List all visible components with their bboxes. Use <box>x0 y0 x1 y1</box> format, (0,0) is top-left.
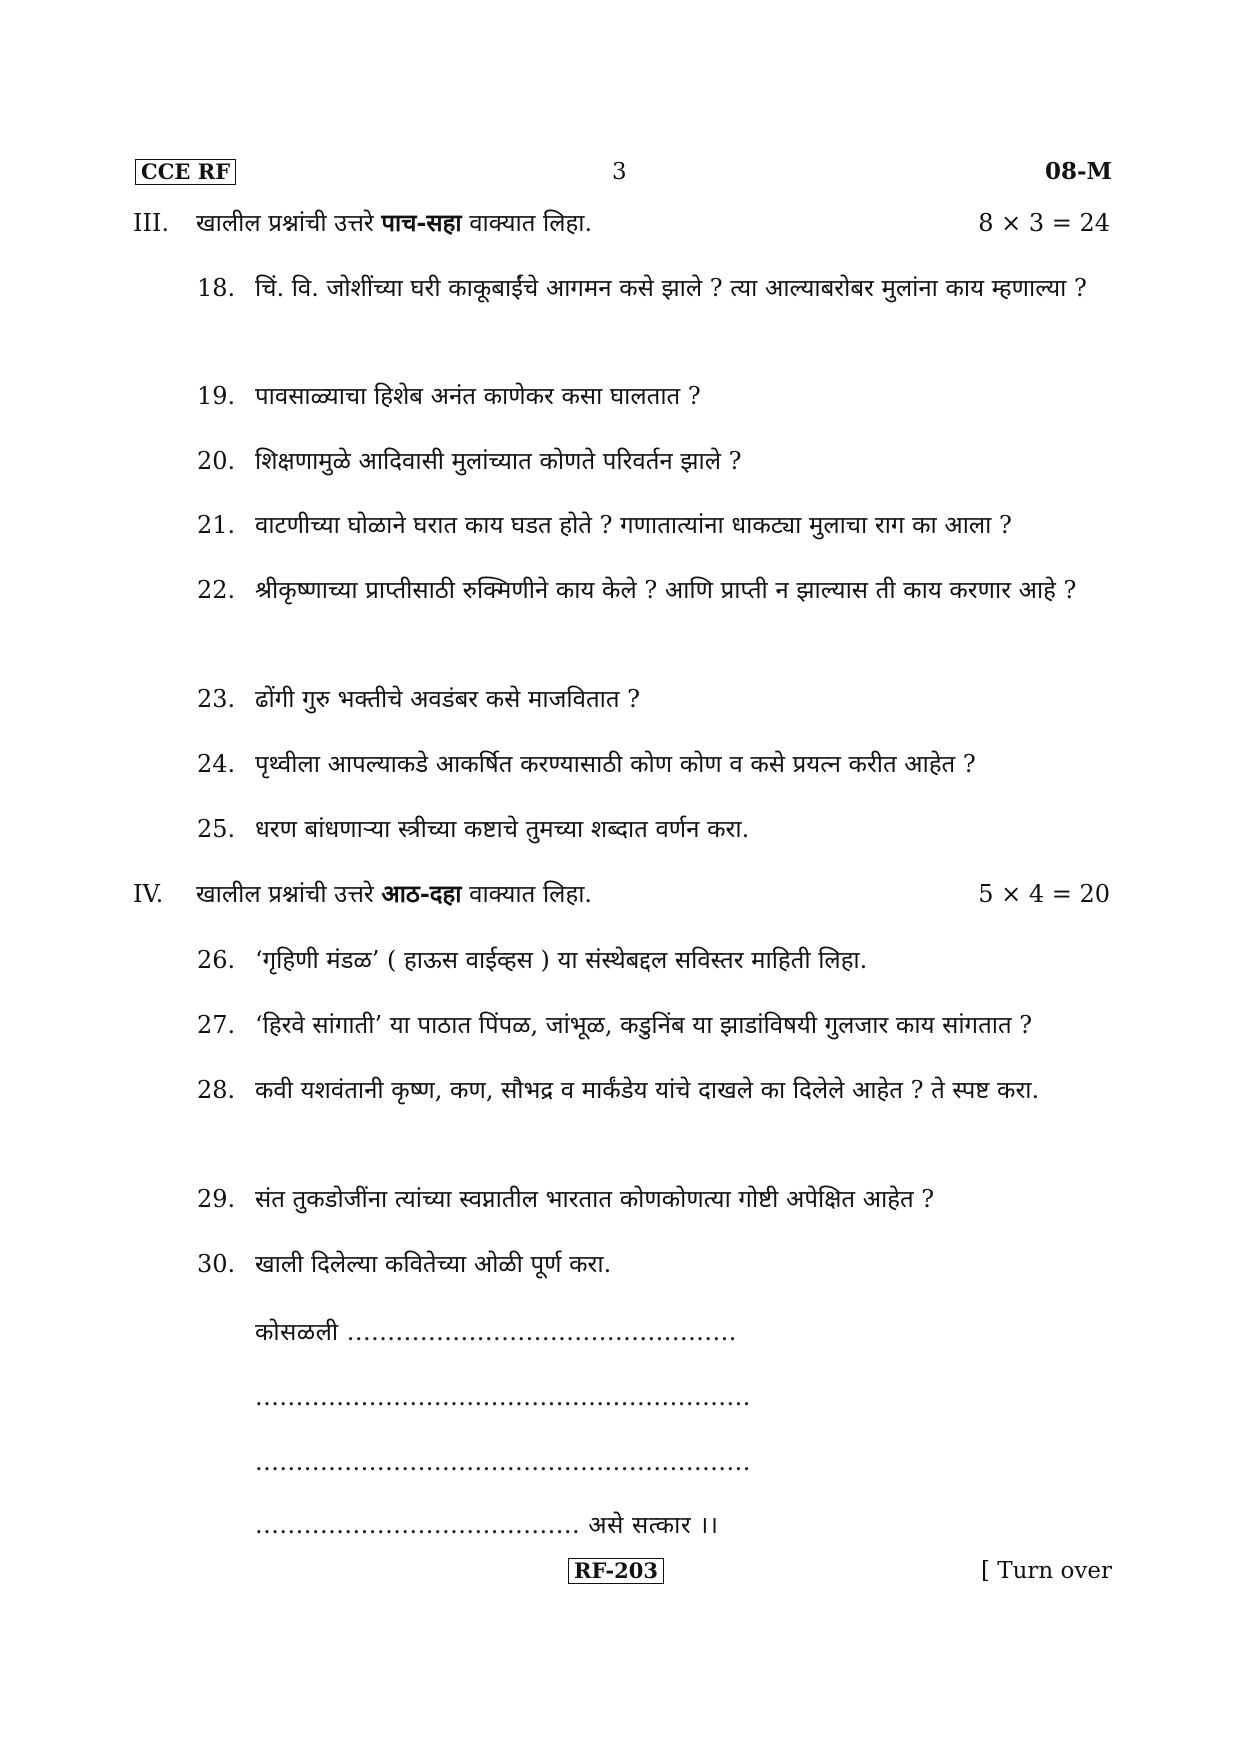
question-number: 20. <box>197 447 236 475</box>
question-text: धरण बांधणाऱ्या स्त्रीच्या कष्टाचे तुमच्या शब्दात वर्णन करा. <box>255 815 750 843</box>
question-number: 25. <box>197 815 236 843</box>
question-text: ‘हिरवे सांगाती’ या पाठात पिंपळ, जांभूळ, कडुनिंब या झाडांविषयी गुलजार काय सांगतात ? <box>255 1011 1033 1039</box>
question-text: संत तुकडोजींना त्यांच्या स्वप्नातील भारतात कोणकोणत्या गोष्टी अपेक्षित आहेत ? <box>255 1185 935 1213</box>
section-iv-marks: 5 × 4 = 20 <box>978 880 1110 908</box>
question-text: ‘गृहिणी मंडळ’ ( हाऊस वाईव्हस ) या संस्थेबद्दल सविस्तर माहिती लिहा. <box>255 946 868 974</box>
question-text: कवी यशवंतानी कृष्ण, कण, सौभद्र व मार्कंडेय यांचे दाखले का दिलेले आहेत ? ते स्पष्ट करा. <box>255 1076 1040 1104</box>
question-text: पावसाळ्याचा हिशेब अनंत काणेकर कसा घालतात ? <box>255 382 701 410</box>
question-number: 21. <box>197 511 236 539</box>
question-number: 23. <box>197 685 236 713</box>
question-number: 18. <box>197 274 236 302</box>
poem-line: ............................................................. <box>255 1383 751 1411</box>
section-iii-instruction: खालील प्रश्नांची उत्तरे पाच-सहा वाक्यात लिहा. <box>196 208 593 237</box>
question-number: 19. <box>197 382 236 410</box>
question-text: पृथ्वीला आपल्याकडे आकर्षित करण्यासाठी कोण कोण व कसे प्रयत्न करीत आहेत ? <box>255 750 976 778</box>
question-text: वाटणीच्या घोळाने घरात काय घडत होते ? गणातात्यांना धाकट्या मुलाचा राग का आला ? <box>255 511 1012 539</box>
question-text: ढोंगी गुरु भक्तीचे अवडंबर कसे माजवितात ? <box>255 685 641 713</box>
page-number: 3 <box>612 159 627 185</box>
question-number: 24. <box>197 750 236 778</box>
section-iv-numeral: IV. <box>133 880 164 908</box>
poem-line: ........................................ असे सत्कार ।। <box>255 1511 719 1539</box>
header-code-right: 08-M <box>1045 158 1113 185</box>
question-number: 27. <box>197 1011 236 1039</box>
poem-line: कोसळली ................................................ <box>255 1318 737 1346</box>
question-number: 30. <box>197 1250 236 1278</box>
question-text: शिक्षणामुळे आदिवासी मुलांच्यात कोणते परिवर्तन झाले ? <box>255 447 742 475</box>
question-text: चिं. वि. जोशींच्या घरी काकूबाईंचे आगमन कसे झाले ? त्या आल्याबरोबर मुलांना काय म्हणाल्या ? <box>255 274 1087 302</box>
section-iii-numeral: III. <box>133 209 170 237</box>
section-iii-marks: 8 × 3 = 24 <box>978 209 1110 237</box>
header-code-left: CCE RF <box>135 159 236 185</box>
poem-line: ............................................................. <box>255 1448 751 1476</box>
question-text: खाली दिलेल्या कवितेच्या ओळी पूर्ण करा. <box>255 1250 612 1278</box>
section-iv-instruction: खालील प्रश्नांची उत्तरे आठ-दहा वाक्यात लिहा. <box>196 879 593 908</box>
turn-over-note: [ Turn over <box>980 1558 1112 1584</box>
question-number: 28. <box>197 1076 236 1104</box>
question-number: 22. <box>197 576 236 604</box>
footer-code: RF-203 <box>568 1558 664 1584</box>
question-text: श्रीकृष्णाच्या प्राप्तीसाठी रुक्मिणीने काय केले ? आणि प्राप्ती न झाल्यास ती काय करणार आहे ? <box>255 576 1077 604</box>
question-number: 26. <box>197 946 236 974</box>
question-number: 29. <box>197 1185 236 1213</box>
